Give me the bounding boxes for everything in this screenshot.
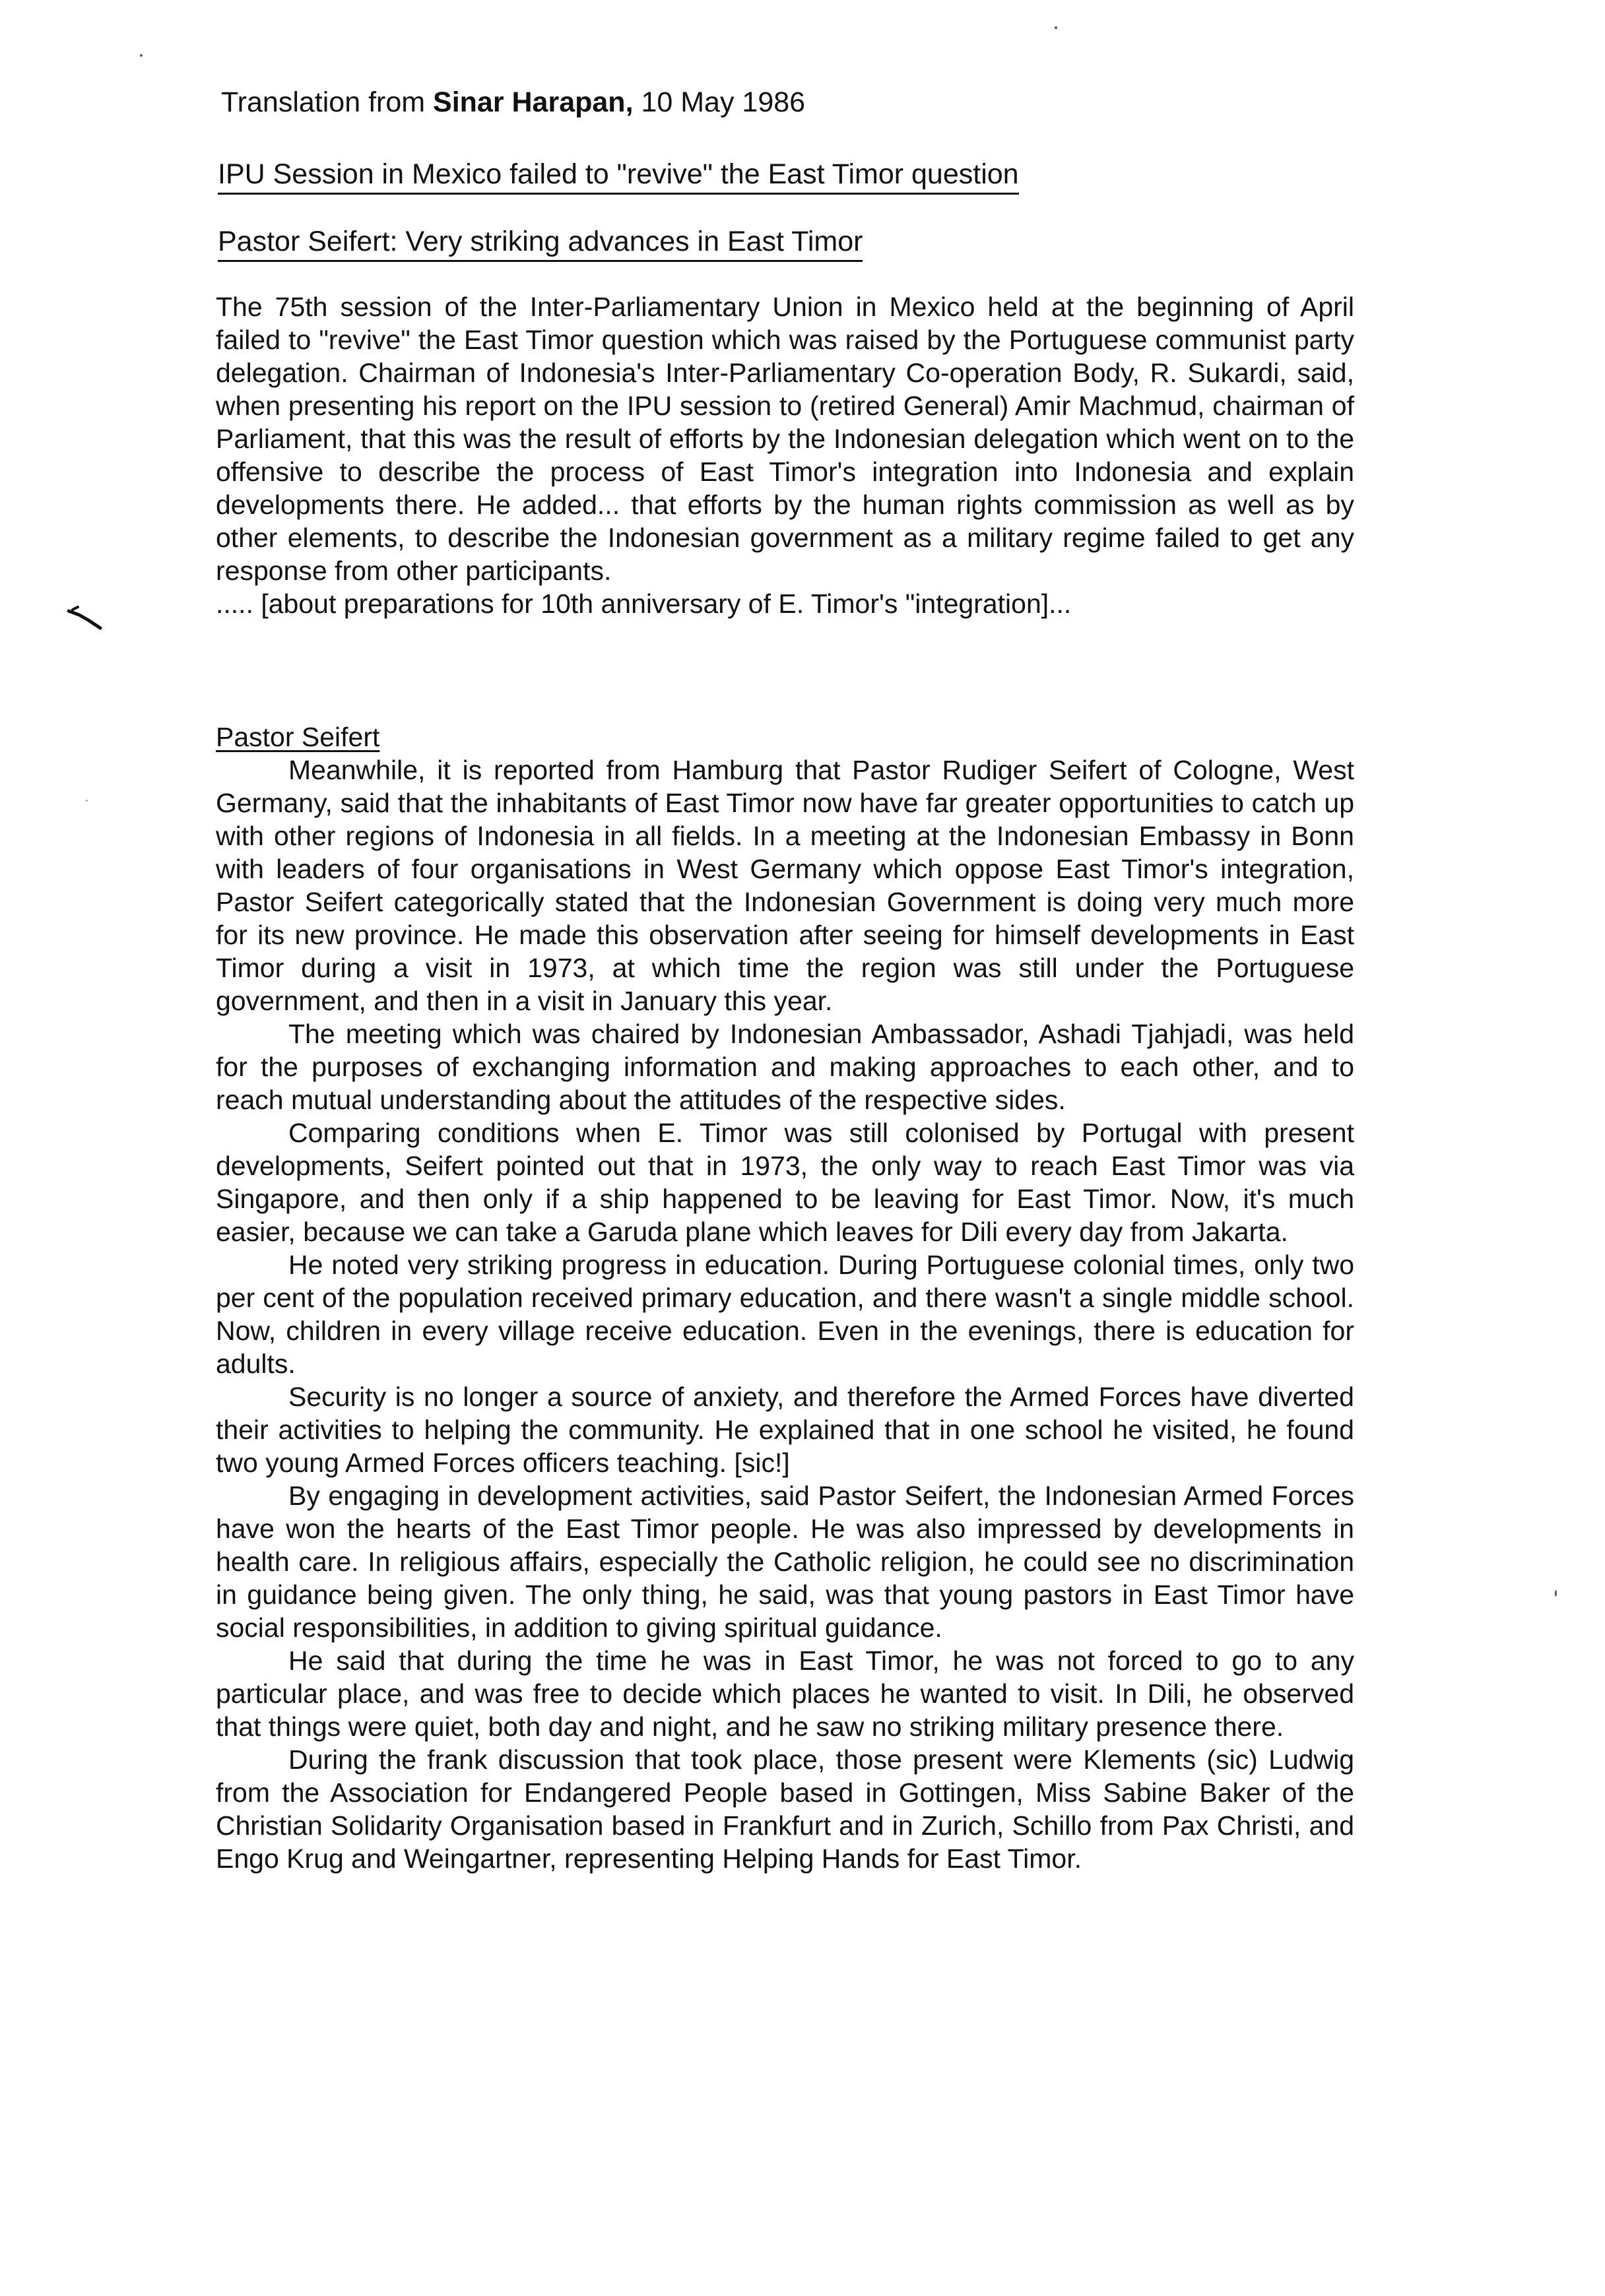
newspaper-name: Sinar Harapan, <box>433 86 634 118</box>
section-paragraph: By engaging in development activities, said Pastor Seifert, the Indonesian Armed Forces have won the hearts of the East Timor people. He was also impressed by developments in health care. In religious affairs, especially the Catholic religion, he could see no discrimination in guidance being given. The only thing, he said, was that young pastors in East Timor have social responsibilities, in addition to giving spiritual guidance. <box>216 1481 1354 1643</box>
scan-speck <box>86 800 88 802</box>
intro-section <box>216 290 1354 620</box>
section-paragraph: The meeting which was chaired by Indonesian Ambassador, Ashadi Tjahjadi, was held for the purposes of exchanging information and making approaches to each other, and to reach mutual understanding about the attitudes of the respective sides. <box>216 1019 1354 1115</box>
scan-speck <box>1555 1590 1557 1597</box>
document-subtitle: Pastor Seifert: Very striking advances in East Timor <box>218 224 863 262</box>
section-paragraph: Comparing conditions when E. Timor was still colonised by Portugal with present developments, Seifert pointed out that in 1973, the only way to reach East Timor was via Singapore, and then only if a ship happened to be leaving for East Timor. Now, it's much easier, because we can take a Garuda plane which leaves for Dili every day from Jakarta. <box>216 1118 1354 1247</box>
section-paragraph: Security is no longer a source of anxiety, and therefore the Armed Forces have diverted their activities to helping the community. He explained that in one school he visited, he found two young Armed Forces officers teaching. [sic!] <box>216 1382 1354 1478</box>
translation-source-line <box>221 86 1359 119</box>
pastor-seifert-section <box>216 720 1354 1875</box>
intro-ellipsis-note: ..... [about preparations for 10th anniversary of E. Timor's "integration]... <box>216 589 1072 619</box>
source-prefix: Translation from <box>221 86 434 118</box>
scan-speck <box>140 54 143 57</box>
document-title: IPU Session in Mexico failed to "revive" the East Timor question <box>218 157 1019 195</box>
section-paragraph: During the frank discussion that took place, those present were Klements (sic) Ludwig from the Association for Endangered People based in Gottingen, Miss Sabine Baker of the Christian Solidarity Organisation based in Frankfurt and in Zurich, Schillo from Pax Christi, and Engo Krug and Weingartner, representing Helping Hands for East Timor. <box>216 1744 1354 1874</box>
section-paragraph: He noted very striking progress in education. During Portuguese colonial times, only two per cent of the population received primary education, and there wasn't a single middle school. Now, children in every village receive education. Even in the evenings, there is education for adults. <box>216 1250 1354 1379</box>
intro-paragraph: The 75th session of the Inter-Parliamentary Union in Mexico held at the beginning of April failed to "revive" the East Timor question which was raised by the Portuguese communist party delegation. Chairman of Indonesia's Inter-Parliamentary Co-operation Body, R. Sukardi, said, when presenting his report on the IPU session to (retired General) Amir Machmud, chairman of Parliament, that this was the result of efforts by the Indonesian delegation which went on to the offensive to describe the process of East Timor's integration into Indonesia and explain developments there. He added... that efforts by the human rights commission as well as by other elements, to describe the Indonesian government as a military regime failed to get any response from other participants. <box>216 292 1354 586</box>
section-heading: Pastor Seifert <box>216 722 380 752</box>
scan-speck <box>1055 26 1057 29</box>
source-date: 10 May 1986 <box>633 86 806 118</box>
section-paragraph: He said that during the time he was in East Timor, he was not forced to go to any particular place, and was free to decide which places he wanted to visit. In Dili, he observed that things were quiet, both day and night, and he saw no striking military presence there. <box>216 1645 1354 1742</box>
section-paragraph: Meanwhile, it is reported from Hamburg that Pastor Rudiger Seifert of Cologne, West Germany, said that the inhabitants of East Timor now have far greater opportunities to catch up with other regions of Indonesia in all fields. In a meeting at the Indonesian Embassy in Bonn with leaders of four organisations in West Germany which oppose East Timor's integration, Pastor Seifert categorically stated that the Indonesian Government is doing very much more for its new province. He made this observation after seeing for himself developments in East Timor during a visit in 1973, at which time the region was still under the Portuguese government, and then in a visit in January this year. <box>216 755 1354 1016</box>
margin-pen-mark <box>66 606 106 632</box>
